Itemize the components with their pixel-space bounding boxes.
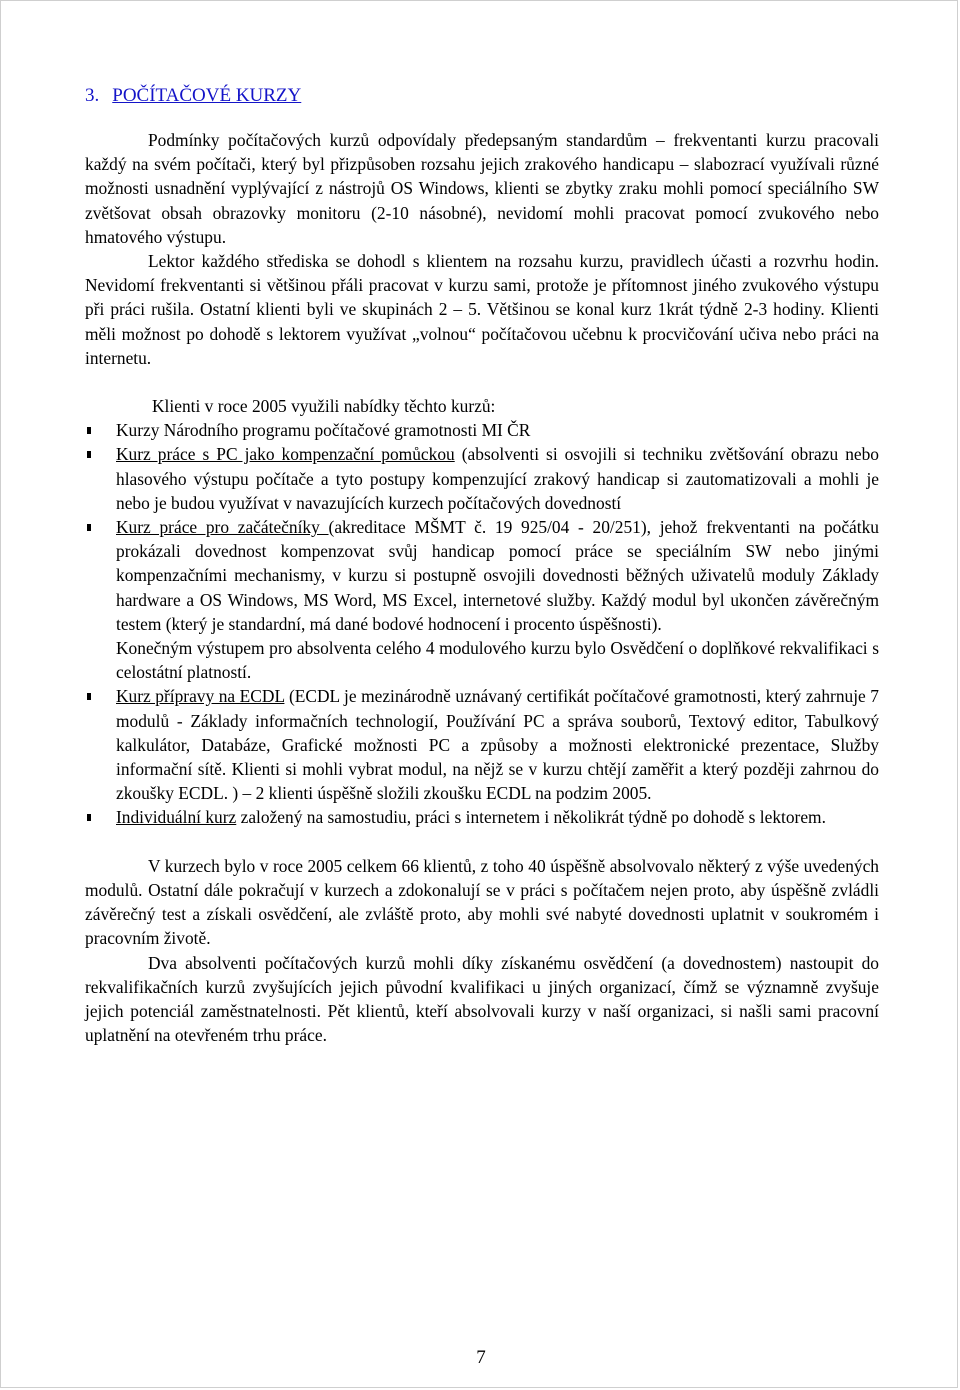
course-description: (ECDL je mezinárodně uznávaný certifikát počítačové gramotnosti, který zahrnuje 7 modulů - Základy informačních technologií, Používání PC a správa souborů, Textový editor, Tabulkový kalkulátor, Databáze, Grafické možnosti PC a způsoby a možnosti elektronické prezentace, Služby informační sítě. Klienti si mohli vybrat modul, na nějž se v kurzu chtějí zaměřit a který později zahrnou do zkoušky ECDL. ) – 2 klienti úspěšně složili zkoušku ECDL na podzim 2005. xyxy=(116,686,879,804)
page-number: 7 xyxy=(476,1347,486,1368)
list-item xyxy=(85,805,879,829)
course-extra: Konečným výstupem pro absolventa celého 4 modulového kurzu bylo Osvědčení o doplňkové rekvalifikaci s celostátní platností. xyxy=(116,638,879,683)
courses-intro: Klienti v roce 2005 využili nabídky těchto kurzů: xyxy=(152,396,496,417)
course-description: založený na samostudiu, práci s internetem i několikrát týdně po dohodě s lektorem. xyxy=(236,807,826,828)
bullet-icon xyxy=(87,427,91,434)
bullet-icon xyxy=(87,524,91,531)
bullet-icon xyxy=(87,814,91,821)
courses-list xyxy=(85,418,879,829)
list-item xyxy=(85,418,879,442)
course-description: (absolventi si osvojili si techniku zvětšování obrazu nebo hlasového výstupu počítače a tyto postupy kompenzující zrakový handicap si zautomatizovali a mohli je nebo je budou využívat v navazujících kurzech počítačových dovedností xyxy=(116,444,879,513)
course-name: Kurz práce pro začátečníky xyxy=(116,517,329,538)
paragraph-lector-agreement: Lektor každého střediska se dohodl s klientem na rozsahu kurzu, pravidlech účasti a rozvrhu hodin. Nevidomí frekventanti si většinou přáli pracovat v kurzu sami, protože je přítomnost jiného zvukového výstupu při práci rušila. Ostatní klienti byli ve skupinách 2 – 5. Většinou se konal kurz 1krát týdně 2-3 hodiny. Klienti měli možnost po dohodě s lektorem využívat „volnou“ počítačovou učebnu k procvičování učiva nebo práci na internetu. xyxy=(85,251,879,368)
bullet-icon xyxy=(87,693,91,700)
section-title: POČÍTAČOVÉ KURZY xyxy=(112,85,302,106)
section-number: 3. xyxy=(85,85,100,106)
section-heading xyxy=(85,81,879,111)
course-description: (akreditace MŠMT č. 19 925/04 - 20/251), jehož frekventanti na počátku prokázali dovednost kompenzovat svůj handicap pomocí práce se speciálním SW nebo jinými kompenzačními mechanismy, v kurzu si postupně osvojili dovednosti běžných uživatelů moduly Základy hardware a OS Windows, MS Word, MS Excel, internetové služby. Každý modul byl ukončen závěrečným testem (který je standardní, má dané bodové hodnocení i procento úspěšnosti). xyxy=(116,517,879,634)
paragraph-course-conditions: Podmínky počítačových kurzů odpovídaly předepsaným standardům – frekventanti kurzu pracovali každý na svém počítači, který byl přizpůsoben rozsahu jejich zrakového handicapu – slabozrací využívali různé možnosti usnadnění vyplývající z nástrojů OS Windows, klienti se zbytky zraku mohli pomocí speciálního SW zvětšovat obsah obrazovky monitoru (2-10 násobné), nevidomí mohli pracovat pomocí zvukového nebo hmatového výstupu. xyxy=(85,130,879,247)
course-name: Kurzy Národního programu počítačové gramotnosti MI ČR xyxy=(116,420,531,441)
list-item xyxy=(85,442,879,515)
course-name: Kurz práce s PC jako kompenzační pomůckou xyxy=(116,444,455,465)
page-content xyxy=(85,81,879,1047)
bullet-icon xyxy=(87,451,91,458)
list-item xyxy=(85,684,879,805)
list-item xyxy=(85,515,879,684)
paragraph-graduates: Dva absolventi počítačových kurzů mohli díky získanému osvědčení (a dovednostem) nastoupit do rekvalifikačních kurzů zvyšujících jejich původní kvalifikaci u jiných organizací, čímž se významně zvyšuje jejich potenciál zaměstnatelnosti. Pět klientů, kteří absolvovali kurzy v naší organizaci, si našli sami pracovní uplatnění na otevřeném trhu práce. xyxy=(85,952,879,1046)
course-name: Kurz přípravy na ECDL xyxy=(116,686,285,707)
paragraph-client-stats: V kurzech bylo v roce 2005 celkem 66 klientů, z toho 40 úspěšně absolvovalo některý z výše uvedených modulů. Ostatní dále pokračují v kurzech a zdokonalují se v práci s počítačem nejen proto, aby úspěšně zvládli závěrečný test a získali osvědčení, ale zvláště proto, aby mohli své nabyté dovednosti uplatnit v soukromém i pracovním životě. xyxy=(85,855,879,949)
course-name: Individuální kurz xyxy=(116,807,237,828)
